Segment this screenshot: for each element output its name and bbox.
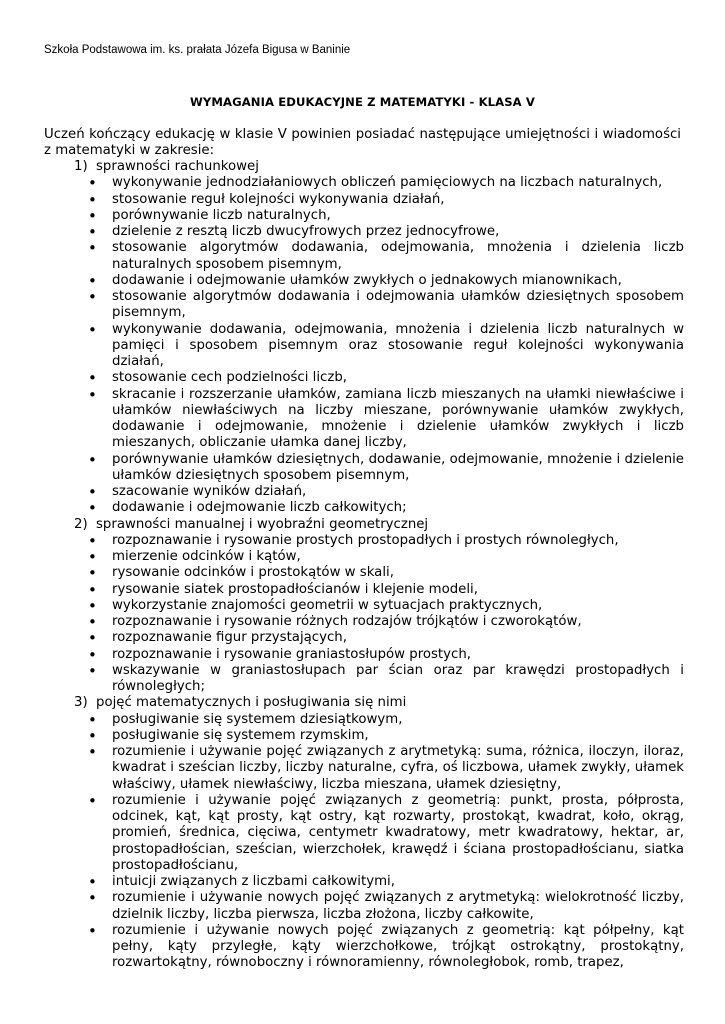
list-item: • wskazywanie w graniastosłupach par ścian oraz par krawędzi prostopadłych i równoległych; bbox=[112, 663, 684, 696]
list-item: • rysowanie odcinków i prostokątów w skali, bbox=[112, 565, 684, 581]
section-title-text: pojęć matematycznych i posługiwania się nimi bbox=[96, 695, 407, 711]
list-item: • dzielenie z resztą liczb dwucyfrowych przez jednocyfrowe, bbox=[112, 224, 684, 240]
section-number: 3) bbox=[74, 695, 88, 711]
list-item: • dodawanie i odejmowanie ułamków zwykłych o jednakowych mianownikach, bbox=[112, 273, 684, 289]
list-item: • posługiwanie się systemem rzymskim, bbox=[112, 728, 684, 744]
section-items bbox=[44, 533, 684, 696]
section-title-text: sprawności rachunkowej bbox=[96, 159, 259, 174]
section-title bbox=[44, 159, 684, 175]
school-header: Szkoła Podstawowa im. ks. prałata Józefa Bigusa w Baninie bbox=[44, 44, 351, 56]
section-arithmetic bbox=[44, 159, 684, 517]
list-item: • rozpoznawanie figur przystających, bbox=[112, 630, 684, 646]
list-item: • skracanie i rozszerzanie ułamków, zamiana liczb mieszanych na ułamki niewłaściwe i ułamków niewłaściwych na liczby mieszane, porównywanie ułamków zwykłych, dodawanie i odejmowanie, mnożenie i dzielenie ułamków zwykłych i liczb mieszanych, obliczanie ułamka danej liczby, bbox=[112, 387, 684, 452]
list-item: • wykorzystanie znajomości geometrii w sytuacjach praktycznych, bbox=[112, 598, 684, 614]
list-item: • stosowanie algorytmów dodawania, odejmowania, mnożenia i dzielenia liczb naturalnych sposobem pisemnym, bbox=[112, 240, 684, 273]
list-item: • rozumienie i używanie pojęć związanych z arytmetyką: suma, różnica, iloczyn, iloraz, kwadrat i sześcian liczby, liczby naturalne, cyfra, oś liczbowa, ułamek zwykły, ułamek właściwy, ułamek niewłaściwy, liczba mieszana, ułamek dziesiętny, bbox=[112, 744, 684, 793]
list-item: • stosowanie reguł kolejności wykonywania działań, bbox=[112, 192, 684, 208]
list-item: • stosowanie algorytmów dodawania i odejmowania ułamków dziesiętnych sposobem pisemnym, bbox=[112, 289, 684, 322]
list-item: • rozumienie i używanie pojęć związanych z geometrią: punkt, prosta, półprosta, odcinek, kąt, kąt prosty, kąt ostry, kąt rozwarty, prostokąt, kwadrat, koło, okrąg, promień, średnica, cięciwa, centymetr kwadratowy, metr kwadratowy, hektar, ar, prostopadłościan, sześcian, wierzchołek, krawędź i ściana prostopadłościanu, siatka prostopadłościanu, bbox=[112, 793, 684, 874]
section-number: 1) bbox=[74, 159, 88, 174]
list-item: • szacowanie wyników działań, bbox=[112, 484, 684, 500]
list-item: • porównywanie liczb naturalnych, bbox=[112, 208, 684, 224]
list-item: • rozpoznawanie i rysowanie prostych prostopadłych i prostych równoległych, bbox=[112, 533, 684, 549]
list-item: • porównywanie ułamków dziesiętnych, dodawanie, odejmowanie, mnożenie i dzielenie ułamków dziesiętnych sposobem pisemnym, bbox=[112, 452, 684, 485]
list-item: • stosowanie cech podzielności liczb, bbox=[112, 370, 684, 386]
list-item: • rozumienie i używanie nowych pojęć związanych z geometrią: kąt półpełny, kąt pełny, kąty przyległe, kąty wierzchołkowe, trójkąt ostrokątny, prostokątny, rozwartokątny, równoboczny i równoramienny, równoległobok, romb, trapez, bbox=[112, 923, 684, 972]
list-item: • dodawanie i odejmowanie liczb całkowitych; bbox=[112, 500, 684, 516]
list-item: • rozpoznawanie i rysowanie graniastosłupów prostych, bbox=[112, 647, 684, 663]
intro-paragraph: Uczeń kończący edukację w klasie V powinien posiadać następujące umiejętności i wiadomości z matematyki w zakresie: bbox=[44, 127, 681, 158]
list-item: • intuicji związanych z liczbami całkowitymi, bbox=[112, 874, 684, 890]
section-geometry-skills bbox=[44, 517, 684, 696]
section-items bbox=[44, 712, 684, 972]
section-title-text: sprawności manualnej i wyobraźni geometrycznej bbox=[96, 516, 429, 532]
section-items bbox=[44, 175, 684, 516]
document-title: WYMAGANIA EDUKACYJNE Z MATEMATYKI - KLASA V bbox=[190, 95, 535, 109]
list-item: • rysowanie siatek prostopadłościanów i klejenie modeli, bbox=[112, 582, 684, 598]
list-item: • wykonywanie jednodziałaniowych obliczeń pamięciowych na liczbach naturalnych, bbox=[112, 175, 684, 191]
section-math-concepts bbox=[44, 695, 684, 971]
requirements-list bbox=[44, 159, 684, 972]
list-item: • posługiwanie się systemem dziesiątkowym, bbox=[112, 712, 684, 728]
list-item: • wykonywanie dodawania, odejmowania, mnożenia i dzielenia liczb naturalnych w pamięci i sposobem pisemnym oraz stosowanie reguł kolejności wykonywania działań, bbox=[112, 322, 684, 371]
list-item: • rozpoznawanie i rysowanie różnych rodzajów trójkątów i czworokątów, bbox=[112, 614, 684, 630]
section-title bbox=[44, 695, 684, 711]
list-item: • mierzenie odcinków i kątów, bbox=[112, 549, 684, 565]
list-item: • rozumienie i używanie nowych pojęć związanych z arytmetyką: wielokrotność liczby, dzielnik liczby, liczba pierwsza, liczba złożona, liczby całkowite, bbox=[112, 890, 684, 923]
section-title bbox=[44, 517, 684, 533]
section-number: 2) bbox=[74, 516, 88, 532]
